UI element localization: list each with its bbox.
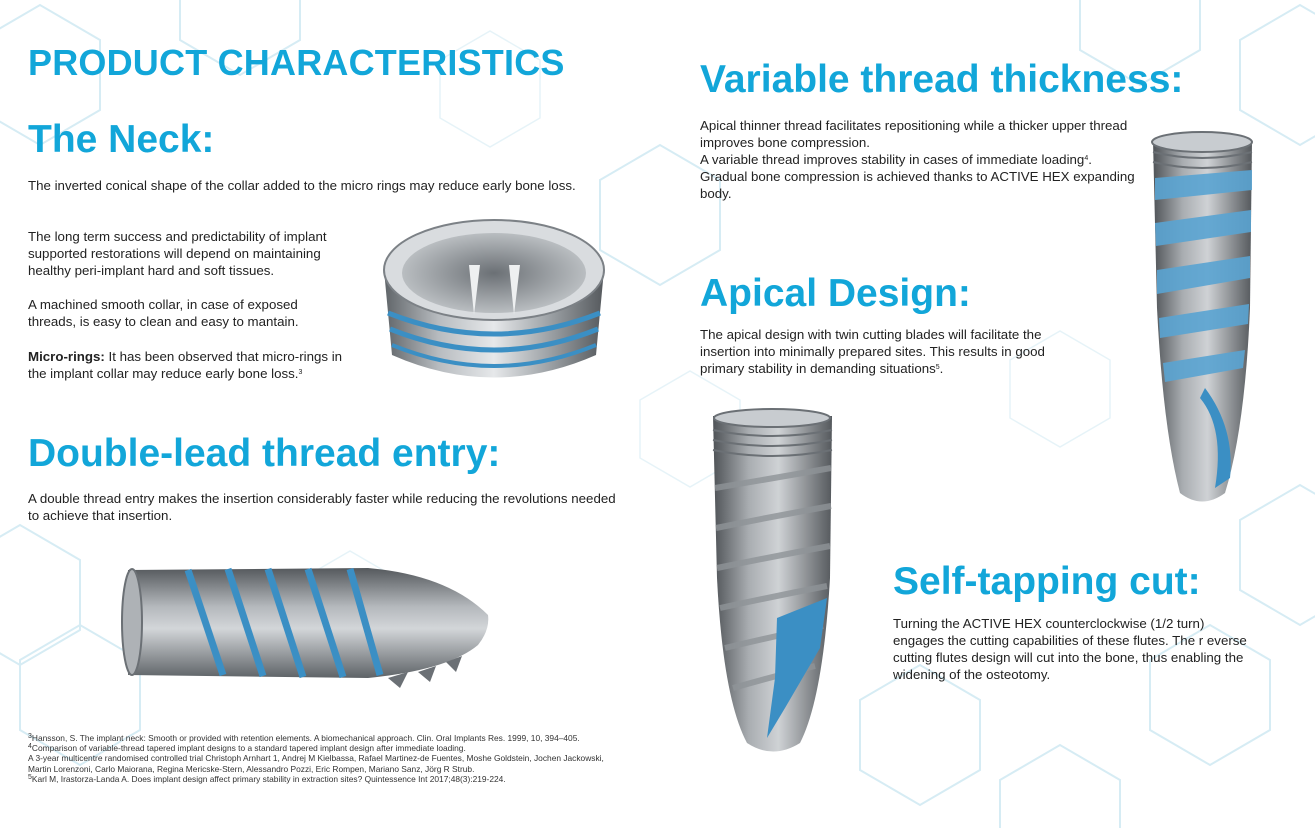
footnote-5: $^5$Karl M, Irastorza-Landa A. Does implant design affect primary stability in extraction sites? Quintessence Int 2017;48(3):219-224. xyxy=(28,773,506,784)
neck-paragraph-2: The long term success and predictability of implant supported restorations will depend on maintaining healthy peri-implant hard and soft tissues. xyxy=(28,229,327,278)
self-tapping-paragraph: Turning the ACTIVE HEX counterclockwise (1/2 turn) engages the cutting capabilities of these flutes. The r everse cutting flutes design will cut into the bone, thus enabling the widening of the osteotomy. xyxy=(893,616,1247,682)
apical-paragraph: The apical design with twin cutting blades will facilitate the insertion into minimally prepared sites. This results in good primary stability in demanding situations$^5$. xyxy=(700,327,1045,376)
micro-rings-ref: 3 xyxy=(298,369,303,376)
double-lead-paragraph: A double thread entry makes the insertion considerably faster while reducing the revolutions needed to achieve that insertion. xyxy=(28,491,616,523)
neck-paragraph-micro-rings xyxy=(28,348,363,382)
micro-rings-label: Micro-rings: xyxy=(28,349,105,364)
variable-thread-line-1: Apical thinner thread facilitates repositioning while a thicker upper thread improves bone compression. xyxy=(700,118,1128,150)
footnote-4-continued: A 3-year multicentre randomised controlled trial Christoph Arnhart 1, Andrej M Kielbassa, Rafael Martinez-de Fuentes, Moshe Goldstein, Jochen Jackowski, Martin Lorenzoni, Carlo Maiorana, Regina Mericske-Stern, Alessandro Pozzi, Eric Rompen, Mariano Sanz, Jörg R Strub. xyxy=(28,753,604,774)
apical-heading: Apical Design: xyxy=(700,272,971,315)
neck-paragraph-1: The inverted conical shape of the collar added to the micro rings may reduce early bone loss. xyxy=(28,178,576,193)
variable-thread-line-3: Gradual bone compression is achieved thanks to ACTIVE HEX expanding body. xyxy=(700,169,1135,201)
neck-paragraph-3: A machined smooth collar, in case of exposed threads, is easy to clean and easy to mantain. xyxy=(28,297,299,329)
neck-heading: The Neck: xyxy=(28,118,215,161)
variable-thread-paragraph xyxy=(700,117,1140,202)
implant-vertical-right-image xyxy=(1145,128,1260,510)
implant-vertical-middle-image xyxy=(705,408,840,760)
micro-rings-text: It has been observed that micro-rings in the implant collar may reduce early bone loss. xyxy=(28,349,343,381)
footnotes xyxy=(28,733,628,784)
page-title: PRODUCT CHARACTERISTICS xyxy=(28,42,565,83)
self-tapping-heading: Self-tapping cut: xyxy=(893,560,1201,603)
footnote-4: $^4$Comparison of variable-thread tapered implant designs to a standard tapered implant design after immediate loading. xyxy=(28,743,466,754)
implant-horizontal-image xyxy=(118,560,498,690)
variable-thread-line-2: A variable thread improves stability in cases of immediate loading$^4$. xyxy=(700,152,1092,167)
footnote-3: $^3$Hansson, S. The implant neck: Smooth or provided with retention elements. A biomechanical approach. Clin. Oral Implants Res. 1999, 10, 394–405. xyxy=(28,733,580,743)
implant-collar-image xyxy=(374,205,614,390)
double-lead-heading: Double-lead thread entry: xyxy=(28,432,501,475)
variable-thread-heading: Variable thread thickness: xyxy=(700,58,1184,101)
